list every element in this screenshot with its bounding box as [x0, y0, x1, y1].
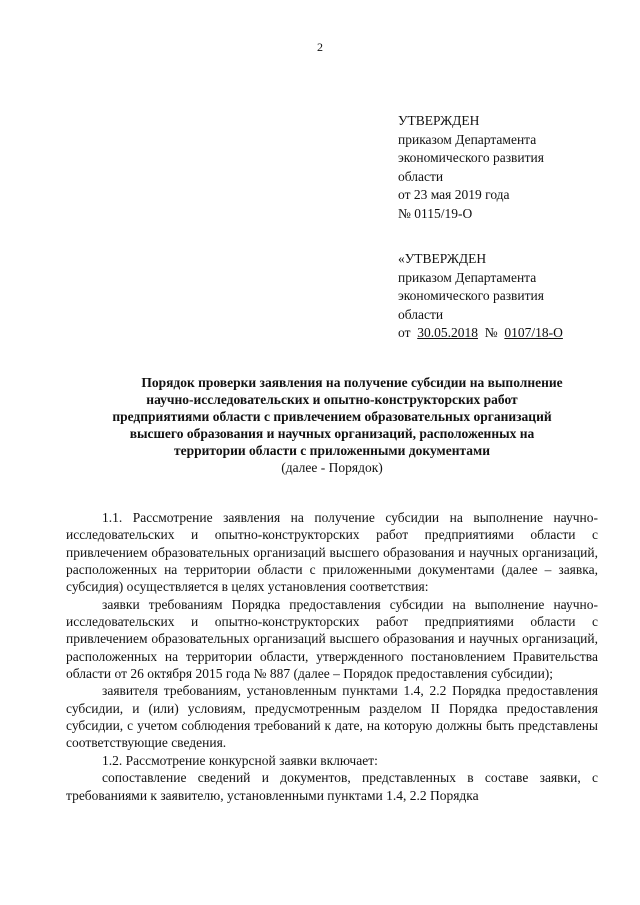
- document-body: [66, 509, 598, 804]
- document-subtitle: (далее - Порядок): [281, 460, 383, 475]
- approval-line: области: [398, 306, 444, 322]
- approval-line: экономического развития: [398, 288, 544, 303]
- paragraph: заявки требованиям Порядка предоставления субсидии на выполнение научно-исследовательских и опытно-конструкторских работ предприятиями области с привлечением образовательных организаций высшего образования и научных организаций, расположенных на территории области, утвержденного постановлением Правительства области от 26 октября 2015 года № 887 (далее – Порядок предоставления субсидии);: [66, 596, 598, 682]
- title-line: Порядок проверки заявления на получение субсидии на выполнение: [141, 375, 563, 390]
- approval-block-current: [398, 112, 544, 223]
- page-number: 2: [317, 40, 323, 54]
- approval-number: № 0115/19-О: [398, 205, 473, 221]
- approval-line: области: [398, 168, 444, 184]
- document-title: [66, 374, 598, 476]
- approval-date-number-line: [398, 324, 563, 343]
- paragraph: заявителя требованиям, установленным пунктами 1.4, 2.2 Порядка предоставления субсидии, и (или) условиям, предусмотренным разделом II Порядка предоставления субсидии, с учетом соблюдения требований к дате, на которую должны быть представлены соответствующие сведения.: [66, 683, 598, 751]
- approval-number-prefix: №: [484, 325, 498, 340]
- approval-block-previous: [398, 250, 563, 343]
- title-line: научно-исследовательских и опытно-конструкторских работ: [146, 392, 518, 407]
- approval-line: экономического развития: [398, 150, 544, 165]
- approval-number: 0107/18-О: [504, 325, 563, 340]
- paragraph: 1.2. Рассмотрение конкурсной заявки включает:: [102, 752, 378, 768]
- approval-date: 30.05.2018: [417, 325, 478, 340]
- paragraph: 1.1. Рассмотрение заявления на получение субсидии на выполнение научно-исследовательских и опытно-конструкторских работ предприятиями области с привлечением образовательных организаций высшего образования и научных организаций, расположенных на территории области с приложенными документами (далее – заявка, субсидия) осуществляется в целях установления соответствия:: [66, 510, 598, 595]
- approval-title: УТВЕРЖДЕН: [398, 113, 480, 128]
- approval-date: от 23 мая 2019 года: [398, 187, 510, 202]
- title-line: высшего образования и научных организаций, расположенных на: [129, 426, 535, 441]
- approval-line: приказом Департамента: [398, 269, 537, 285]
- approval-line: приказом Департамента: [398, 131, 537, 147]
- approval-title: «УТВЕРЖДЕН: [398, 251, 487, 266]
- paragraph: сопоставление сведений и документов, представленных в составе заявки, с требованиями к заявителю, установленными пунктами 1.4, 2.2 Порядка: [66, 770, 598, 803]
- title-line: территории области с приложенными документами: [173, 443, 491, 458]
- approval-date-prefix: от: [398, 325, 411, 340]
- title-line: предприятиями области с привлечением образовательных организаций: [112, 409, 552, 424]
